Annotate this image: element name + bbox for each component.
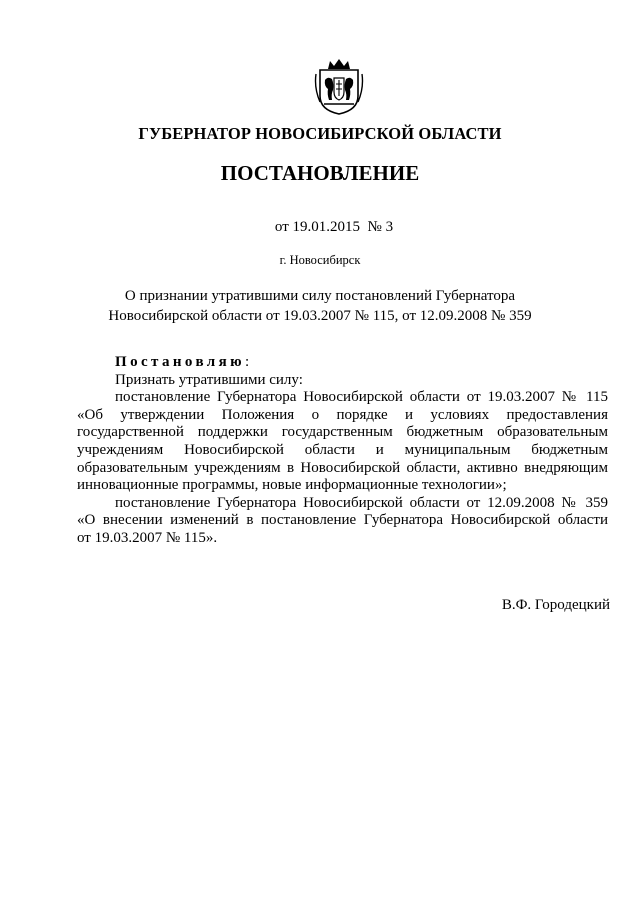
repealed-item-1	[77, 389, 608, 495]
decree-word: Постановляю	[115, 354, 245, 370]
coat-of-arms-icon	[314, 58, 364, 116]
repealed-item-2	[77, 495, 608, 548]
decree-heading	[77, 354, 608, 372]
subject-line-2: Новосибирской области от 19.03.2007 № 115, от 12.09.2008 № 359	[108, 308, 532, 324]
city-line: г. Новосибирск	[279, 253, 361, 267]
decree-intro: Признать утратившими силу:	[115, 371, 303, 388]
item1-line: учреждениям Новосибирской области и муниципальным бюджетным	[77, 441, 608, 458]
subject-line-1: О признании утратившими силу постановлений Губернатора	[124, 288, 516, 304]
item2-line: постановление Губернатора Новосибирской области от 12.09.2008 № 359	[115, 494, 608, 511]
decree-colon: :	[244, 354, 250, 370]
document-type-title: ПОСТАНОВЛЕНИЕ	[220, 161, 420, 185]
item2-line: «О внесении изменений в постановление Губернатора Новосибирской области	[77, 512, 608, 529]
item1-line: «Об утверждении Положения о порядке и условиях предоставления	[77, 406, 608, 423]
item1-line: инновационные программы, новые информационные технологии»;	[77, 477, 507, 494]
signatory-name: В.Ф. Городецкий	[501, 597, 610, 613]
document-subject	[0, 286, 640, 326]
item1-line: постановление Губернатора Новосибирской области от 19.03.2007 № 115	[115, 389, 608, 406]
issuer-title: ГУБЕРНАТОР НОВОСИБИРСКОЙ ОБЛАСТИ	[138, 124, 502, 143]
item1-line: государственной поддержки государственным бюджетным образовательным	[77, 424, 608, 441]
item2-line: от 19.03.2007 № 115».	[77, 529, 218, 546]
item1-line: образовательным учреждениям в Новосибирской области, активно внедряющим	[77, 459, 608, 476]
date-and-number: от 19.01.2015 № 3	[274, 219, 394, 235]
document-body	[77, 354, 608, 548]
